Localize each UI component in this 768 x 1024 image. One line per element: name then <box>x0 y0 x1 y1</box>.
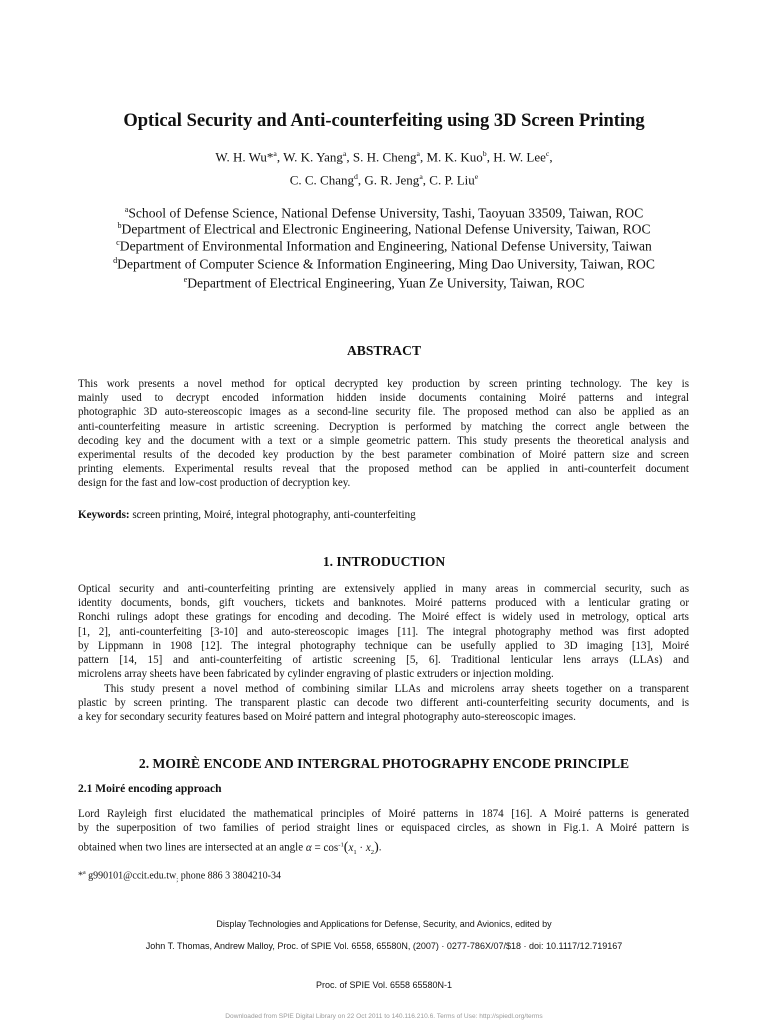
footnote: *$^a$ $g990101@ccit.edu.tw_;$ phone 886 3 3804210-34 <box>78 870 281 884</box>
abstract-line: photographic 3D auto-stereoscopic images as a second-line security file. The proposed method can also be applied as an <box>78 406 689 419</box>
author-affiliation-mark: b <box>482 149 487 158</box>
author-affiliation-mark: e <box>474 172 479 181</box>
author-name: W. H. Wu* <box>215 149 274 165</box>
text-line: by Lippmann in 1908 [12]. The integral photography technique can be usefully applied to 3D imaging [13], Moiré <box>78 639 689 652</box>
download-note: Downloaded from SPIE Digital Library on 22 Oct 2011 to 140.116.210.6. Terms of Use: http://spiedl.org/terms <box>225 1013 543 1020</box>
author-line-2: C. C. Chang$^d$, G. R. Jeng$^a$, C. P. Liu$^e$ <box>289 172 479 188</box>
paper-title: Optical Security and Anti-counterfeiting using 3D Screen Printing <box>123 111 645 131</box>
text-line: identity documents, bonds, gift vouchers, tickets and banknotes. Moiré patterns produced with a lenticular grating or <box>78 597 689 610</box>
section-1-paragraph-1 <box>78 582 689 681</box>
text-line: plastic by screen printing. The transparent plastic can decode two different anti-counterfeiting security documents, and is <box>78 697 689 710</box>
abstract-line: decoding key and the document with a text or a simple geometric pattern. This study presents the theoretical analysis and <box>78 434 689 447</box>
affiliation-d: $^d$Department of Computer Science & Information Engineering, Ming Dao University, Taiwan, ROC <box>113 256 655 272</box>
author-affiliation-mark: a <box>416 149 420 158</box>
section-1-paragraph-2 <box>78 682 689 725</box>
text-line: This study present a novel method of combining similar LLAs and microlens array sheets together on a transparent <box>104 683 689 695</box>
text-line: pattern [14, 15] and anti-counterfeiting of artistic screening [5, 6]. Traditional lenticular lens arrays (LLAs) and <box>78 654 689 667</box>
abstract-heading: ABSTRACT <box>346 343 422 358</box>
author-name: S. H. Cheng <box>352 149 417 165</box>
equation: $\alpha = \cos^{-1}(x_1 \cdot x_2)$ <box>305 840 379 857</box>
keywords <box>78 509 416 521</box>
subsection-2-1-heading: 2.1 Moiré encoding approach <box>78 783 222 795</box>
text-line: a key for secondary security features based on Moiré pattern and integral photography auto-stereoscopic images. <box>78 711 576 724</box>
author-affiliation-mark: a <box>419 172 423 181</box>
abstract-line: This work presents a novel method for optical decrypted key production by screen printing technology. The key is <box>78 378 689 390</box>
author-affiliation-mark: a <box>342 149 347 158</box>
author-name: W. K. Yang <box>283 149 343 165</box>
abstract-line: design for the fast and low-cost production of decryption key. <box>78 477 351 490</box>
keywords-label: Keywords: <box>78 509 130 521</box>
text-line: microlens array sheets have been fabricated by cylinder engraving of plastic extruders or injection molding. <box>78 668 554 681</box>
author-line-1: W. H. Wu*$^a$, W. K. Yang$^a$, S. H. Cheng$^a$, M. K. Kuo$^b$, H. W. Lee$^c$, <box>215 149 553 165</box>
page-footer: Proc. of SPIE Vol. 6558 65580N-1 <box>315 980 453 990</box>
abstract-body <box>78 377 689 491</box>
affiliation-e: $^e$Department of Electrical Engineering, Yuan Ze University, Taiwan, ROC <box>183 275 585 291</box>
abstract-line: printing elements. Experimental results reveal that the proposed method can be applied in anti-counterfeit document <box>78 463 689 476</box>
text-line: by the superposition of two families of period straight lines or equispaced circles, as shown in Fig.1. A Moiré pattern is <box>78 822 689 835</box>
author-affiliation-mark: c <box>545 149 550 158</box>
affiliation-a: $^a$School of Defense Science, National Defense University, Tashi, Taoyuan 33509, Taiwan, ROC <box>124 205 644 221</box>
text-line: Lord Rayleigh first elucidated the mathematical principles of Moiré patterns in 1874 [16]. A Moiré patterns is generated <box>78 808 689 820</box>
section-2-paragraph <box>78 807 689 860</box>
author-name: C. P. Liu <box>429 172 475 188</box>
text-line-with-equation: obtained when two lines are intersected at an angle $\alpha = \cos^{-1}(x_1 \cdot x_2)$. <box>78 840 382 857</box>
text-line: [1, 2], anti-counterfeiting [3-10] and auto-stereoscopic images [11]. The integral photography method was first adopted <box>78 625 689 638</box>
abstract-line: experimental results of the decoded key production by the best parameter combination of Moiré pattern size and screen <box>78 449 689 462</box>
proceedings-line-1: Display Technologies and Applications for Defense, Security, and Avionics, edited by <box>216 919 552 929</box>
author-name: G. R. Jeng <box>364 172 420 188</box>
author-affiliation-mark: a <box>273 149 277 158</box>
abstract-line: mainly used to decrypt encoded information hidden inside documents containing Moiré patterns and integral <box>78 392 689 405</box>
author-name: H. W. Lee <box>493 149 546 165</box>
footnote-email[interactable]: g990101@ccit.edu.tw <box>88 870 177 882</box>
keywords-text: screen printing, Moiré, integral photography, anti-counterfeiting <box>132 509 416 521</box>
abstract-line: anti-counterfeiting measure in artistic screening. Decryption is performed by matching the correct angle between the <box>78 420 689 433</box>
section-1-heading: 1. INTRODUCTION <box>322 554 446 569</box>
text-line: Optical security and anti-counterfeiting printing are extensively applied in many areas in commercial security, such as <box>78 583 689 595</box>
text-line: Ronchi rulings adopt these gratings for encoding and decoding. The Moiré effect is widely used in metrology, optical arts <box>78 611 689 624</box>
affiliation-c: $^c$Department of Environmental Information and Engineering, National Defense University, Taiwan <box>116 238 652 254</box>
author-name: C. C. Chang <box>289 172 355 188</box>
author-name: M. K. Kuo <box>426 149 483 165</box>
proceedings-line-2: John T. Thomas, Andrew Malloy, Proc. of SPIE Vol. 6558, 65580N, (2007) · 0277-786X/07/$18 · doi: 10.1117/12.719167 <box>145 941 623 951</box>
section-2-heading: 2. MOIRÈ ENCODE AND INTERGRAL PHOTOGRAPHY ENCODE PRINCIPLE <box>138 756 630 771</box>
author-affiliation-mark: d <box>354 172 358 181</box>
affiliation-b: $^b$Department of Electrical and Electronic Engineering, National Defense University, Taiwan, ROC <box>117 221 651 237</box>
